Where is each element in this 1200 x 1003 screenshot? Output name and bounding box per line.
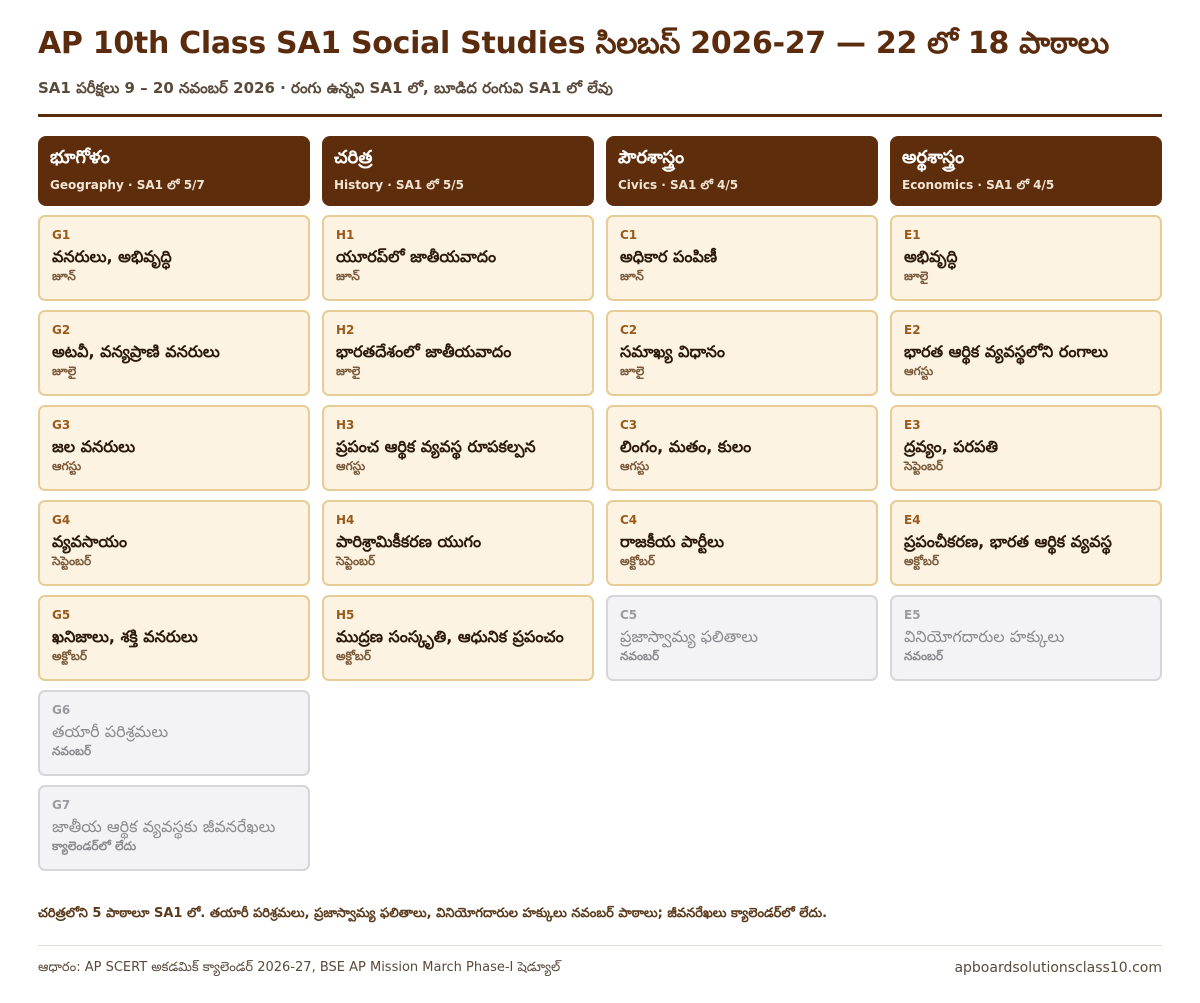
lesson-card	[890, 405, 1162, 491]
lesson-title: అటవీ, వన్యప్రాణి వనరులు	[52, 342, 220, 361]
lesson-code: C3	[620, 418, 638, 432]
lesson-title: భారతదేశంలో జాతీయవాదం	[336, 342, 512, 361]
column-title: భూగోళం	[50, 147, 110, 168]
lesson-code: E5	[904, 608, 921, 622]
summary-note: చరిత్రలోని 5 పాఠాలూ SA1 లో. తయారీ పరిశ్రమలు, ప్రజాస్వామ్య ఫలితాలు, వినియోగదారుల హక్కులు నవంబర్ పాఠాలు; జీవనరేఖలు క్యాలెండర్‌లో లేదు.	[38, 906, 828, 921]
subject-column	[890, 136, 1162, 681]
lesson-code: H2	[336, 323, 355, 337]
lesson-card	[606, 215, 878, 301]
lesson-code: E3	[904, 418, 921, 432]
lesson-title: అధికార పంపిణీ	[620, 247, 718, 266]
lesson-month: అక్టోబర్	[620, 554, 655, 568]
lesson-card	[38, 690, 310, 776]
lesson-code: G1	[52, 228, 71, 242]
column-title: అర్థశాస్త్రం	[902, 147, 965, 168]
lesson-month: జూలై	[620, 364, 645, 378]
lesson-card	[38, 595, 310, 681]
lesson-title: యూరప్‌లో జాతీయవాదం	[336, 247, 497, 266]
site-link[interactable]: apboardsolutionsclass10.com	[954, 960, 1162, 976]
lesson-month: అక్టోబర్	[52, 649, 87, 663]
column-subtitle: Geography · SA1 లో 5/7	[50, 178, 205, 192]
lesson-title: రాజకీయ పార్టీలు	[620, 532, 725, 551]
lesson-title: లింగం, మతం, కులం	[620, 437, 752, 456]
lesson-title: వినియోగదారుల హక్కులు	[904, 627, 1065, 646]
lesson-title: అభివృద్ధి	[904, 247, 958, 266]
lesson-code: H5	[336, 608, 355, 622]
lesson-card	[606, 405, 878, 491]
subject-column	[38, 136, 310, 871]
lesson-card	[322, 405, 594, 491]
lesson-month: నవంబర్	[52, 744, 92, 758]
lesson-month: జూలై	[904, 269, 929, 283]
lesson-title: ఖనిజాలు, శక్తి వనరులు	[52, 627, 198, 646]
lesson-card	[322, 595, 594, 681]
lesson-title: పారిశ్రామికీకరణ యుగం	[336, 532, 482, 551]
column-subtitle: Civics · SA1 లో 4/5	[618, 178, 739, 192]
column-header	[38, 136, 310, 206]
source-text: ఆధారం: AP SCERT అకడమిక్ క్యాలెండర్ 2026-27, BSE AP Mission March Phase-I షెడ్యూల్	[38, 960, 561, 975]
lesson-card	[890, 310, 1162, 396]
lesson-code: G3	[52, 418, 71, 432]
lesson-code: C1	[620, 228, 638, 242]
lesson-title: ప్రపంచ ఆర్థిక వ్యవస్థ రూపకల్పన	[336, 437, 536, 456]
lesson-card	[606, 500, 878, 586]
lesson-title: తయారీ పరిశ్రమలు	[52, 722, 169, 741]
lesson-card	[322, 215, 594, 301]
lesson-code: G5	[52, 608, 71, 622]
lesson-month: నవంబర్	[620, 649, 660, 663]
lesson-code: H1	[336, 228, 355, 242]
lesson-card	[890, 500, 1162, 586]
lesson-title: వ్యవసాయం	[52, 532, 128, 551]
lesson-month: అక్టోబర్	[904, 554, 939, 568]
lesson-month: ఆగస్టు	[52, 459, 82, 473]
page-title: AP 10th Class SA1 Social Studies సిలబస్ 2026-27 — 22 లో 18 పాఠాలు	[38, 26, 1109, 61]
lesson-code: H4	[336, 513, 355, 527]
lesson-title: జాతీయ ఆర్థిక వ్యవస్థకు జీవనరేఖలు	[52, 817, 276, 836]
lesson-month: సెప్టెంబర్	[52, 554, 92, 568]
subject-column	[606, 136, 878, 681]
lesson-title: వనరులు, అభివృద్ధి	[52, 247, 172, 266]
column-title: చరిత్ర	[334, 147, 373, 168]
lesson-code: G6	[52, 703, 71, 717]
lesson-code: C5	[620, 608, 638, 622]
lesson-code: E1	[904, 228, 921, 242]
lesson-code: H3	[336, 418, 355, 432]
lesson-card	[322, 500, 594, 586]
lesson-month: అక్టోబర్	[336, 649, 371, 663]
lesson-code: C2	[620, 323, 638, 337]
lesson-card	[606, 310, 878, 396]
lesson-title: ముద్రణ సంస్కృతి, ఆధునిక ప్రపంచం	[336, 627, 564, 646]
lesson-code: G7	[52, 798, 71, 812]
title-divider	[38, 114, 1162, 117]
lesson-month: ఆగస్టు	[904, 364, 934, 378]
lesson-month: జూన్	[52, 269, 76, 283]
lesson-card	[890, 595, 1162, 681]
page-subtitle: SA1 పరీక్షలు 9 – 20 నవంబర్ 2026 · రంగు ఉన్నవి SA1 లో, బూడిద రంగువి SA1 లో లేవు	[38, 79, 613, 97]
lesson-month: ఆగస్టు	[336, 459, 366, 473]
lesson-card	[890, 215, 1162, 301]
lesson-code: E4	[904, 513, 921, 527]
lesson-month: జూన్	[336, 269, 360, 283]
lesson-title: ద్రవ్యం, పరపతి	[904, 437, 998, 456]
lesson-card	[38, 405, 310, 491]
lesson-code: C4	[620, 513, 638, 527]
lesson-title: ప్రజాస్వామ్య ఫలితాలు	[620, 627, 759, 646]
lesson-code: G2	[52, 323, 71, 337]
lesson-month: సెప్టెంబర్	[904, 459, 944, 473]
lesson-card	[38, 500, 310, 586]
lesson-month: క్యాలెండర్‌లో లేదు	[52, 839, 137, 853]
column-header	[890, 136, 1162, 206]
lesson-month: జూన్	[620, 269, 644, 283]
lesson-month: నవంబర్	[904, 649, 944, 663]
lesson-title: భారత ఆర్థిక వ్యవస్థలోని రంగాలు	[904, 342, 1109, 361]
lesson-code: E2	[904, 323, 921, 337]
footer-divider	[38, 945, 1162, 946]
lesson-month: జూలై	[336, 364, 361, 378]
lesson-month: జూలై	[52, 364, 77, 378]
lesson-title: సమాఖ్య విధానం	[620, 342, 725, 361]
column-title: పౌరశాస్త్రం	[618, 147, 685, 168]
lesson-card	[38, 310, 310, 396]
lesson-title: ప్రపంచీకరణ, భారత ఆర్థిక వ్యవస్థ	[904, 532, 1112, 551]
lesson-card	[606, 595, 878, 681]
subject-column	[322, 136, 594, 681]
column-subtitle: History · SA1 లో 5/5	[334, 178, 464, 192]
column-header	[606, 136, 878, 206]
lesson-month: సెప్టెంబర్	[336, 554, 376, 568]
lesson-code: G4	[52, 513, 71, 527]
lesson-card	[38, 215, 310, 301]
column-header	[322, 136, 594, 206]
column-subtitle: Economics · SA1 లో 4/5	[902, 178, 1055, 192]
lesson-card	[322, 310, 594, 396]
lesson-card	[38, 785, 310, 871]
lesson-title: జల వనరులు	[52, 437, 136, 456]
lesson-month: ఆగస్టు	[620, 459, 650, 473]
